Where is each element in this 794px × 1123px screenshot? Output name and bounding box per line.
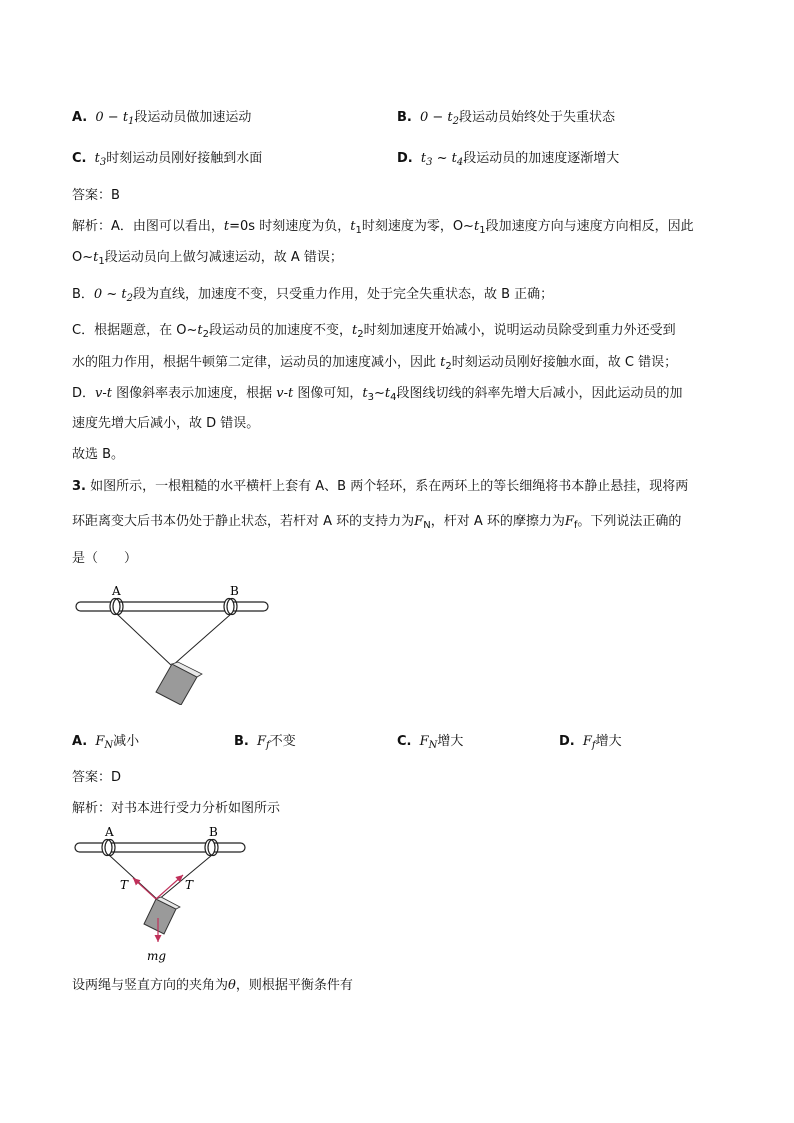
q3-answer: 答案：D bbox=[72, 770, 122, 785]
option-label: B. bbox=[234, 734, 249, 749]
time-symbol: t bbox=[440, 355, 446, 370]
option-subscript: f bbox=[591, 740, 596, 751]
q3-analysis-last-line bbox=[72, 977, 353, 995]
q2-analysis-line-4 bbox=[72, 322, 676, 344]
q2-analysis-line-5 bbox=[72, 354, 677, 376]
time-symbol: t bbox=[362, 386, 368, 401]
text-run: 时刻加速度开始减小，说明运动员除受到重力外还受到 bbox=[363, 323, 676, 338]
option-label: D. bbox=[397, 151, 413, 166]
text-run: D． bbox=[72, 386, 96, 401]
rope-left bbox=[117, 614, 172, 666]
q2-analysis-line-1 bbox=[72, 218, 694, 240]
q2-option-c[interactable] bbox=[72, 150, 262, 172]
option-symbol: 0 − t bbox=[95, 110, 129, 125]
option-subscript: 2 bbox=[452, 116, 460, 127]
option-text: 时刻运动员刚好接触到水面 bbox=[106, 151, 263, 166]
option-text: 段运动员始终处于失重状态 bbox=[459, 110, 616, 125]
option-symbol: 0 − t bbox=[420, 110, 453, 125]
text-run: ，杆对 A 环的摩擦力为 bbox=[430, 514, 565, 529]
q2-answer: 答案：B bbox=[72, 188, 120, 203]
figure-force-diagram bbox=[70, 822, 250, 967]
option-text: 增大 bbox=[437, 734, 464, 749]
q2-option-a[interactable] bbox=[72, 109, 251, 131]
subscript: 1 bbox=[98, 256, 105, 267]
tension-label-right: T bbox=[185, 878, 194, 892]
option-subscript: 1 bbox=[128, 116, 135, 127]
subscript: f bbox=[573, 520, 578, 531]
time-symbol: t bbox=[351, 323, 358, 338]
option-subscript: f bbox=[266, 740, 270, 751]
subscript: 3 bbox=[367, 392, 374, 403]
text-run: O~ bbox=[72, 250, 94, 265]
ring-b-label: B bbox=[230, 584, 239, 598]
option-subscript: 3 bbox=[426, 157, 433, 168]
text-run: B． bbox=[72, 287, 94, 302]
ring-a-label: A bbox=[112, 584, 121, 598]
subscript: 1 bbox=[355, 225, 362, 236]
option-subscript: N bbox=[428, 740, 438, 751]
ring-a-label: A bbox=[105, 825, 114, 839]
vt-symbol: v-t bbox=[276, 386, 294, 401]
text-run: 段运动员向上做匀减速运动，故 A 错误； bbox=[104, 250, 343, 265]
option-label: C. bbox=[397, 734, 412, 749]
text-run: ，则根据平衡条件有 bbox=[235, 978, 353, 993]
option-text: 减小 bbox=[113, 734, 140, 749]
vt-symbol: v-t bbox=[95, 386, 112, 401]
time-symbol: t bbox=[350, 219, 356, 234]
text-run: 时刻运动员刚好接触水面，故 C 错误； bbox=[451, 355, 678, 370]
option-label: D. bbox=[559, 734, 575, 749]
q2-option-d[interactable] bbox=[397, 150, 619, 172]
option-subscript: N bbox=[104, 740, 114, 751]
option-text: 不变 bbox=[269, 734, 296, 749]
q2-analysis-line-6 bbox=[72, 385, 683, 407]
option-subscript-2: 4 bbox=[456, 157, 464, 168]
text-run: 段为直线，加速度不变，只受重力作用，处于完全失重状态，故 B 正确； bbox=[132, 287, 554, 302]
option-symbol: t bbox=[420, 151, 427, 166]
subscript: 2 bbox=[126, 293, 133, 304]
q2-option-b[interactable] bbox=[397, 109, 615, 131]
q2-analysis-line-2 bbox=[72, 249, 343, 271]
text-run: 设两绳与竖直方向的夹角为 bbox=[72, 978, 229, 993]
option-text: 增大 bbox=[595, 734, 622, 749]
option-text: 段运动员做加速运动 bbox=[134, 110, 252, 125]
tension-arrow-right bbox=[156, 875, 183, 899]
option-text: 段运动员的加速度逐渐增大 bbox=[463, 151, 620, 166]
q3-option-d[interactable] bbox=[559, 733, 622, 755]
text-run: 图像斜率表示加速度，根据 bbox=[111, 386, 277, 401]
option-symbol-2: ~ t bbox=[432, 151, 457, 166]
subscript: 4 bbox=[390, 392, 397, 403]
time-symbol: t bbox=[223, 219, 230, 234]
option-label: C. bbox=[72, 151, 87, 166]
rope-right bbox=[172, 614, 231, 666]
option-symbol: F bbox=[257, 734, 267, 749]
subscript: 2 bbox=[445, 361, 452, 372]
option-symbol: F bbox=[95, 734, 105, 749]
option-subscript: 3 bbox=[99, 157, 107, 168]
q3-stem-line-3: 是（ ） bbox=[72, 551, 138, 566]
time-symbol: t bbox=[197, 323, 203, 338]
time-symbol: 0 ~ t bbox=[93, 287, 127, 302]
time-symbol: t bbox=[93, 250, 99, 265]
text-run: 段加速度方向与速度方向相反，因此 bbox=[485, 219, 694, 234]
q3-stem-line-2 bbox=[72, 513, 681, 535]
tension-label-left: T bbox=[120, 878, 129, 892]
option-symbol: F bbox=[582, 734, 592, 749]
gravity-label: mg bbox=[147, 949, 167, 963]
text-run: 。下列说法正确的 bbox=[577, 514, 682, 529]
force-symbol: F bbox=[564, 514, 574, 529]
text-run: =0s 时刻速度为负， bbox=[229, 219, 351, 234]
option-symbol: t bbox=[94, 151, 100, 166]
ring-b-label: B bbox=[209, 825, 218, 839]
q3-option-b[interactable] bbox=[234, 733, 296, 755]
text-run: 段运动员的加速度不变， bbox=[208, 323, 352, 338]
tension-arrow-left bbox=[133, 878, 156, 899]
text-run: 解析：A．由图可以看出， bbox=[72, 219, 224, 234]
q3-stem-line-1 bbox=[72, 478, 688, 496]
text-run: ~ bbox=[373, 386, 385, 401]
option-symbol: F bbox=[419, 734, 429, 749]
option-label: B. bbox=[397, 110, 412, 125]
text-run: 环距离变大后书本仍处于静止状态，若杆对 A 环的支持力为 bbox=[72, 514, 415, 529]
rope-left bbox=[109, 855, 158, 900]
rod bbox=[75, 843, 245, 852]
option-label: A. bbox=[72, 110, 88, 125]
q3-option-a[interactable] bbox=[72, 733, 139, 755]
q2-analysis-line-3 bbox=[72, 286, 553, 308]
text-run: 水的阻力作用，根据牛顿第二定律，运动员的加速度减小，因此 bbox=[72, 355, 441, 370]
time-symbol: t bbox=[384, 386, 391, 401]
text-run: 如图所示，一根粗糙的水平横杆上套有 A、B 两个轻环，系在两环上的等长细绳将书本静止悬挂，现将两 bbox=[90, 479, 689, 494]
text-run: 图像可知， bbox=[293, 386, 363, 401]
q2-conclusion: 故选 B。 bbox=[72, 447, 125, 462]
figure-rod-rings-book bbox=[70, 580, 275, 705]
question-number: 3. bbox=[72, 479, 86, 494]
subscript: 2 bbox=[357, 329, 364, 340]
q2-analysis-line-7: 速度先增大后减小，故 D 错误。 bbox=[72, 416, 260, 431]
option-label: A. bbox=[72, 734, 88, 749]
time-symbol: t bbox=[473, 219, 480, 234]
text-run: 段图线切线的斜率先增大后减小，因此运动员的加 bbox=[396, 386, 683, 401]
subscript: 2 bbox=[202, 329, 209, 340]
q3-analysis-intro: 解析：对书本进行受力分析如图所示 bbox=[72, 801, 281, 816]
force-symbol: F bbox=[414, 514, 424, 529]
subscript: N bbox=[423, 520, 431, 531]
text-run: C．根据题意，在 O~ bbox=[72, 323, 198, 338]
subscript: 1 bbox=[479, 225, 486, 236]
theta-symbol: θ bbox=[228, 978, 236, 993]
rod bbox=[76, 602, 268, 611]
text-run: 时刻速度为零，O~ bbox=[361, 219, 474, 234]
q3-option-c[interactable] bbox=[397, 733, 463, 755]
